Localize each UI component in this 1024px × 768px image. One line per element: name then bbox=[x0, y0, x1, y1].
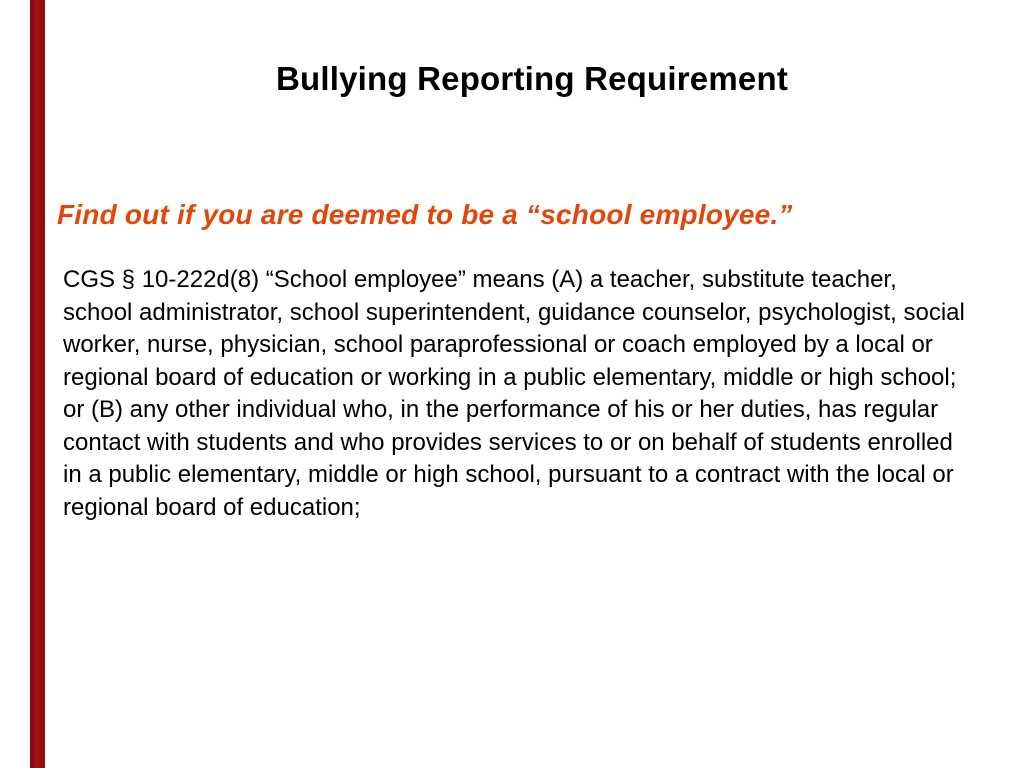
slide-body-paragraph: CGS § 10-222d(8) “School employee” means (A) a teacher, substitute teacher, school administrator, school superintendent, guidance counselor, psychologist, social worker, nurse, physician, school paraprofessional or coach employed by a local or regional board of education or working in a public elementary, middle or high school; or (B) any other individual who, in the performance of his or her duties, has regular contact with students and who provides services to or on behalf of students enrolled in a public elementary, middle or high school, pursuant to a contract with the local or regional board of education; bbox=[63, 266, 965, 521]
left-accent-bar bbox=[30, 0, 45, 768]
slide-subtitle: Find out if you are deemed to be a “school employee.” bbox=[57, 199, 793, 231]
slide-title: Bullying Reporting Requirement bbox=[275, 60, 789, 98]
